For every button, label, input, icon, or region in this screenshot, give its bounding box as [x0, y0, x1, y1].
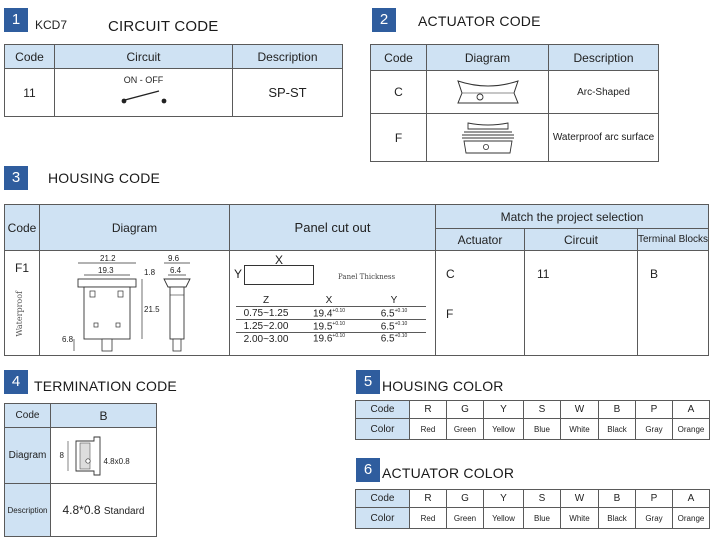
termination-dim-h: 8 [59, 450, 64, 460]
panel-row-z: 0.75~1.25 [236, 307, 296, 320]
switch-symbol-icon [104, 73, 184, 113]
panel-row-z: 2.00~3.00 [243, 333, 289, 345]
housing-color-name: Orange [673, 419, 710, 440]
actuator-code-c: C [371, 71, 427, 114]
housing-terminal-value: B [650, 267, 659, 281]
section-number-1: 1 [4, 8, 28, 32]
termination-desc-suffix: Standard [103, 506, 145, 517]
termination-diagram-cell [51, 428, 157, 484]
housing-diagram-cell [40, 251, 230, 356]
actuator-color-name: Orange [673, 508, 710, 529]
termination-desc-value: 4.8*0.8 [62, 503, 101, 517]
actuator-code-f: F [371, 114, 427, 162]
termination-code-table [4, 403, 157, 537]
dim-s1: 9.6 [168, 254, 180, 263]
actuator-header-diagram: Diagram [427, 45, 549, 71]
panel-header-z: Z [236, 295, 296, 307]
section-number-3: 3 [4, 166, 28, 190]
housing-header-actuator: Actuator [436, 229, 525, 251]
waterproof-vertical-label: Waterproof [15, 291, 24, 337]
dim-h1: 1.8 [144, 268, 156, 277]
section-number-5: 5 [356, 370, 380, 394]
housing-header-match: Match the project selection [436, 205, 709, 229]
circuit-header-code: Code [5, 45, 55, 69]
panel-row-z: 1.25~2.00 [236, 320, 296, 333]
panel-cutout-cell [230, 251, 436, 356]
circuit-description-value: SP-ST [233, 69, 343, 117]
actuator-color-code: S [524, 490, 561, 508]
housing-circuit-cell [525, 251, 638, 356]
actuator-color-code: P [636, 490, 673, 508]
actuator-color-name: Yellow [484, 508, 524, 529]
section-title-actuator-color: ACTUATOR COLOR [382, 465, 515, 481]
termination-dim-w: 4.8x0.8 [103, 456, 130, 466]
housing-color-label-code: Code [356, 401, 410, 419]
housing-color-code: W [561, 401, 599, 419]
circuit-code-value: 11 [5, 69, 55, 117]
actuator-color-code: W [561, 490, 599, 508]
actuator-color-name: Gray [636, 508, 673, 529]
housing-actuators-cell [436, 251, 525, 356]
arc-actuator-icon [448, 75, 528, 109]
actuator-color-table [355, 489, 710, 529]
section-title-termination-code: TERMINATION CODE [34, 378, 177, 394]
housing-code-table [4, 204, 709, 356]
housing-color-name: Yellow [484, 419, 524, 440]
section-number-6: 6 [356, 458, 380, 482]
panel-row-y: $6.5^{+0.10}$ [362, 320, 426, 333]
actuator-description-f: Waterproof arc surface [549, 114, 659, 162]
dim-w2: 19.3 [98, 266, 114, 275]
housing-color-name: Red [410, 419, 447, 440]
circuit-switch-diagram [55, 69, 233, 117]
actuator-color-code: R [410, 490, 447, 508]
actuator-color-name: Red [410, 508, 447, 529]
panel-y-label: Y [234, 267, 243, 281]
housing-header-panel: Panel cut out [230, 205, 436, 251]
housing-color-name: White [561, 419, 599, 440]
housing-color-name: Gray [636, 419, 673, 440]
dim-s2: 6.4 [170, 266, 182, 275]
waterproof-actuator-icon [448, 119, 528, 157]
panel-row-x: $19.5^{+0.10}$ [296, 320, 362, 333]
model-label: KCD7 [35, 18, 68, 32]
actuator-color-name: Green [447, 508, 484, 529]
actuator-color-code: G [447, 490, 484, 508]
housing-color-name: Green [447, 419, 484, 440]
actuator-color-name: Black [599, 508, 636, 529]
actuator-color-code: A [673, 490, 710, 508]
actuator-code-table [370, 44, 659, 162]
panel-header-y: Y [362, 295, 426, 307]
section-title-actuator-code: ACTUATOR CODE [418, 13, 541, 29]
dim-w1: 21.2 [100, 254, 116, 263]
panel-row-x: $19.6^{+0.10}$ [312, 333, 346, 345]
housing-color-name: Black [599, 419, 636, 440]
housing-actuator-f: F [446, 307, 454, 321]
housing-color-code: P [636, 401, 673, 419]
actuator-color-label-color: Color [356, 508, 410, 529]
panel-thickness-label: Panel Thickness [338, 273, 396, 281]
housing-header-code: Code [5, 205, 40, 251]
panel-header-x: X [296, 295, 362, 307]
housing-header-circuit: Circuit [525, 229, 638, 251]
housing-color-code: B [599, 401, 636, 419]
housing-color-code: A [673, 401, 710, 419]
housing-code-cell [5, 251, 40, 356]
actuator-diagram-waterproof [427, 114, 549, 162]
actuator-color-code: B [599, 490, 636, 508]
panel-row-x: $19.4^{+0.10}$ [296, 307, 362, 320]
panel-row-y: $6.5^{+0.10}$ [380, 333, 408, 345]
circuit-header-description: Description [233, 45, 343, 69]
termination-code-value: B [51, 404, 157, 428]
panel-dims-table [236, 295, 426, 345]
housing-header-diagram: Diagram [40, 205, 230, 251]
panel-row-y: $6.5^{+0.10}$ [362, 307, 426, 320]
actuator-header-description: Description [549, 45, 659, 71]
actuator-color-code: Y [484, 490, 524, 508]
termination-description-cell [51, 484, 157, 537]
termination-label-description: Description [5, 484, 51, 537]
housing-color-code: S [524, 401, 561, 419]
section-title-housing-code: HOUSING CODE [48, 170, 161, 186]
housing-circuit-value: 11 [537, 267, 550, 281]
circuit-code-table [4, 44, 343, 117]
housing-color-code: G [447, 401, 484, 419]
actuator-header-code: Code [371, 45, 427, 71]
actuator-color-name: White [561, 508, 599, 529]
actuator-color-name: Blue [524, 508, 561, 529]
housing-actuator-c: C [446, 267, 455, 281]
housing-color-label-color: Color [356, 419, 410, 440]
actuator-description-c: Arc-Shaped [549, 71, 659, 114]
panel-x-label: X [275, 253, 284, 267]
section-number-2: 2 [372, 8, 396, 32]
switch-label: ON - OFF [123, 74, 164, 85]
housing-header-terminal: Terminal Blocks [638, 229, 709, 251]
dim-h3: 6.8 [62, 335, 74, 344]
circuit-header-circuit: Circuit [55, 45, 233, 69]
terminal-blade-icon [54, 431, 154, 481]
dim-h2: 21.5 [144, 305, 160, 314]
section-number-4: 4 [4, 370, 28, 394]
section-title-circuit-code: CIRCUIT CODE [108, 18, 219, 35]
section-title-housing-color: HOUSING COLOR [382, 378, 504, 394]
panel-cutout-rect [244, 265, 314, 285]
housing-code-value: F1 [14, 261, 29, 275]
housing-color-code: R [410, 401, 447, 419]
actuator-color-label-code: Code [356, 490, 410, 508]
termination-label-diagram: Diagram [5, 428, 51, 484]
housing-color-name: Blue [524, 419, 561, 440]
housing-color-code: Y [484, 401, 524, 419]
housing-terminal-cell [638, 251, 709, 356]
termination-label-code: Code [5, 404, 51, 428]
actuator-diagram-arc [427, 71, 549, 114]
housing-color-table [355, 400, 710, 440]
